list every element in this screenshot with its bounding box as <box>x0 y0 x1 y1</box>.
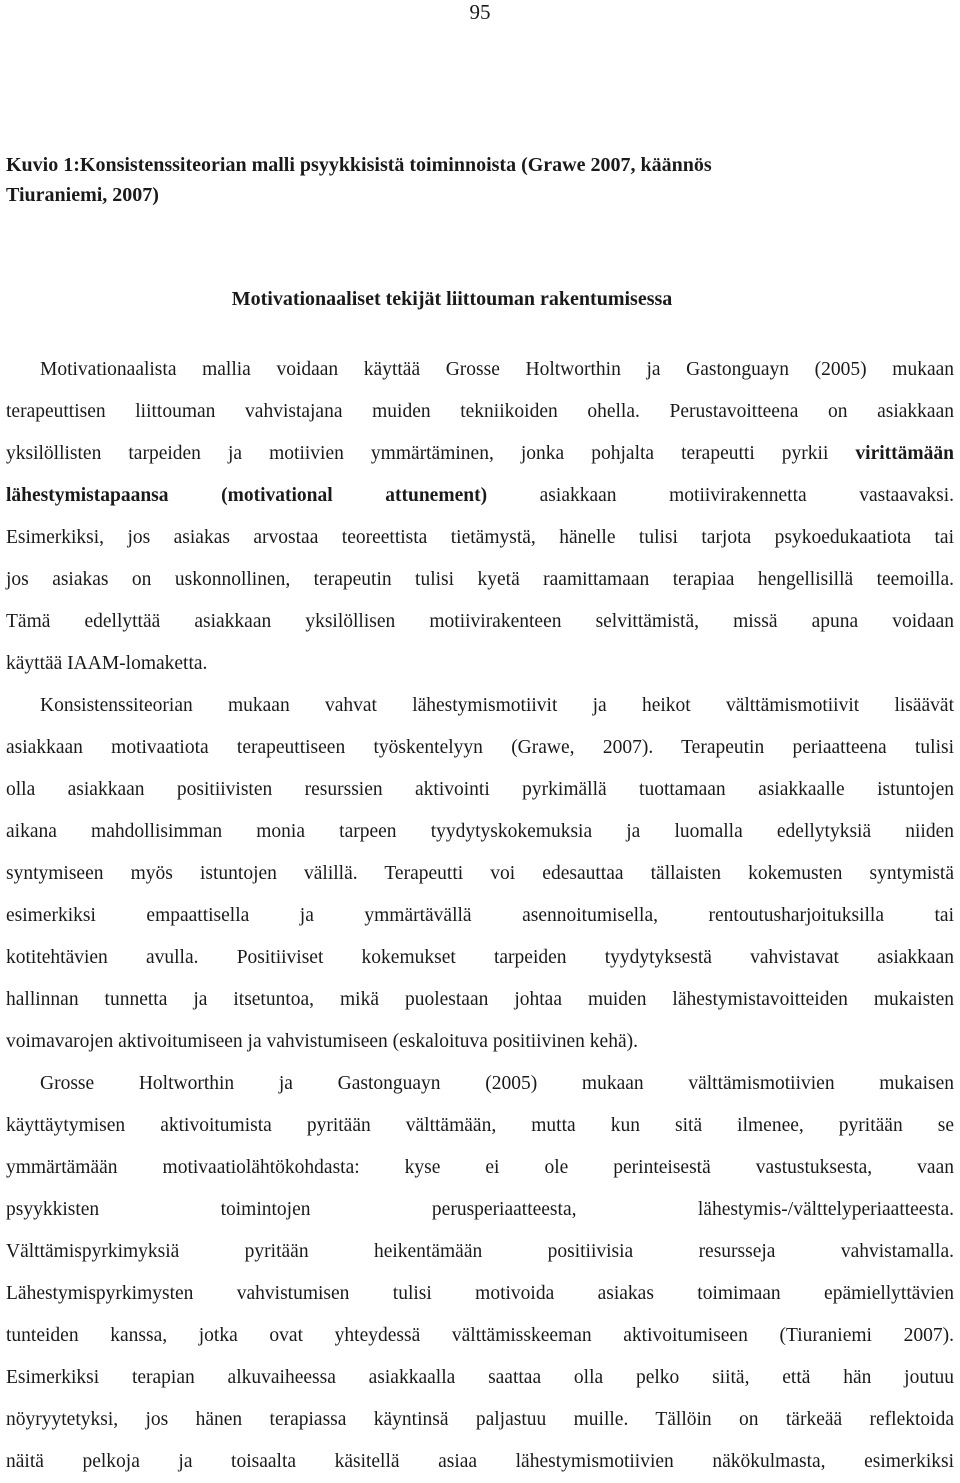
text-line: ymmärtämään motivaatiolähtökohdasta: kyse ei ole perinteisestä vastustuksesta, vaan <box>6 1157 954 1178</box>
text-fragment: yksilöllisten tarpeiden ja motiivien ymmärtäminen, jonka pohjalta terapeutti pyrkii <box>6 443 856 464</box>
section-heading: Motivationaaliset tekijät liittouman rakentumisessa <box>231 288 673 310</box>
text-line: tunteiden kanssa, jotka ovat yhteydessä välttämisskeeman aktivoitumiseen (Tiuraniemi 2007). <box>6 1325 954 1346</box>
body-text <box>6 349 954 1483</box>
paragraph-2 <box>6 685 954 1063</box>
text-line: Motivationaalista mallia voidaan käyttää Grosse Holtworthin ja Gastonguayn (2005) mukaan <box>40 359 954 380</box>
caption-line-2: Tiuraniemi, 2007) <box>6 184 159 206</box>
text-line: Välttämispyrkimyksiä pyritään heikentämään positiivisia resursseja vahvistamalla. <box>6 1241 954 1262</box>
text-line: psyykkisten toimintojen perusperiaatteesta, lähestymis-/välttelyperiaatteesta. <box>6 1199 954 1220</box>
text-line: Esimerkiksi, jos asiakas arvostaa teoreettista tietämystä, hänelle tulisi tarjota psykoedukaatiota tai <box>6 527 954 548</box>
text-line: kotitehtävien avulla. Positiiviset kokemukset tarpeiden tyydytyksestä vahvistavat asiakkaan <box>6 947 954 968</box>
text-line: asiakkaan motivaatiota terapeuttiseen työskentelyyn (Grawe, 2007). Terapeutin periaatteena tulisi <box>6 737 954 758</box>
page-number: 95 <box>469 0 491 24</box>
text-line: terapeuttisen liittouman vahvistajana muiden tekniikoiden ohella. Perustavoitteena on asiakkaan <box>6 401 954 422</box>
emphasis-text: virittämään <box>855 443 954 464</box>
figure-caption <box>6 150 936 210</box>
emphasis-text: lähestymistapaansa (motivational attunement) <box>6 485 488 506</box>
text-line: käyttää IAAM-lomaketta. <box>6 653 208 674</box>
text-fragment: asiakkaan motiivirakennetta vastaavaksi. <box>487 485 954 506</box>
text-line: nöyryytetyksi, jos hänen terapiassa käyntinsä paljastuu muille. Tällöin on tärkeää reflektoida <box>6 1409 954 1430</box>
text-line: syntymiseen myös istuntojen välillä. Terapeutti voi edesauttaa tällaisten kokemusten syntymistä <box>6 863 954 884</box>
text-line <box>6 433 954 475</box>
text-line: olla asiakkaan positiivisten resurssien aktivointi pyrkimällä tuottamaan asiakkaalle istuntojen <box>6 779 954 800</box>
text-line: voimavarojen aktivoitumiseen ja vahvistumiseen (eskaloituva positiivinen kehä). <box>6 1031 638 1052</box>
text-line: jos asiakas on uskonnollinen, terapeutin tulisi kyetä raamittamaan terapiaa hengellisillä teemoilla. <box>6 569 954 590</box>
text-line: Lähestymispyrkimysten vahvistumisen tulisi motivoida asiakas toimimaan epämiellyttävien <box>6 1283 954 1304</box>
text-line: aikana mahdollisimman monia tarpeen tyydytyskokemuksia ja luomalla edellytyksiä niiden <box>6 821 954 842</box>
paragraph-1 <box>6 349 954 685</box>
text-line: esimerkiksi empaattisella ja ymmärtävällä asennoitumisella, rentoutusharjoituksilla tai <box>6 905 954 926</box>
paragraph-3 <box>6 1063 954 1483</box>
caption-line-1: Kuvio 1:Konsistenssiteorian malli psyykkisistä toiminnoista (Grawe 2007, käännös <box>6 154 712 176</box>
text-line: Konsistenssiteorian mukaan vahvat lähestymismotiivit ja heikot välttämismotiivit lisäävät <box>40 695 954 716</box>
text-line: hallinnan tunnetta ja itsetuntoa, mikä puolestaan johtaa muiden lähestymistavoitteiden mukaisten <box>6 989 954 1010</box>
text-line: käyttäytymisen aktivoitumista pyritään välttämään, mutta kun sitä ilmenee, pyritään se <box>6 1115 954 1136</box>
text-line: Grosse Holtworthin ja Gastonguayn (2005) mukaan välttämismotiivien mukaisen <box>40 1073 954 1094</box>
text-line <box>6 475 954 517</box>
text-line: Tämä edellyttää asiakkaan yksilöllisen motiivirakenteen selvittämistä, missä apuna voidaan <box>6 611 954 632</box>
text-line: Esimerkiksi terapian alkuvaiheessa asiakkaalla saattaa olla pelko siitä, että hän joutuu <box>6 1367 954 1388</box>
text-line: näitä pelkoja ja toisaalta käsitellä asiaa lähestymismotiivien näkökulmasta, esimerkiksi <box>6 1451 954 1472</box>
